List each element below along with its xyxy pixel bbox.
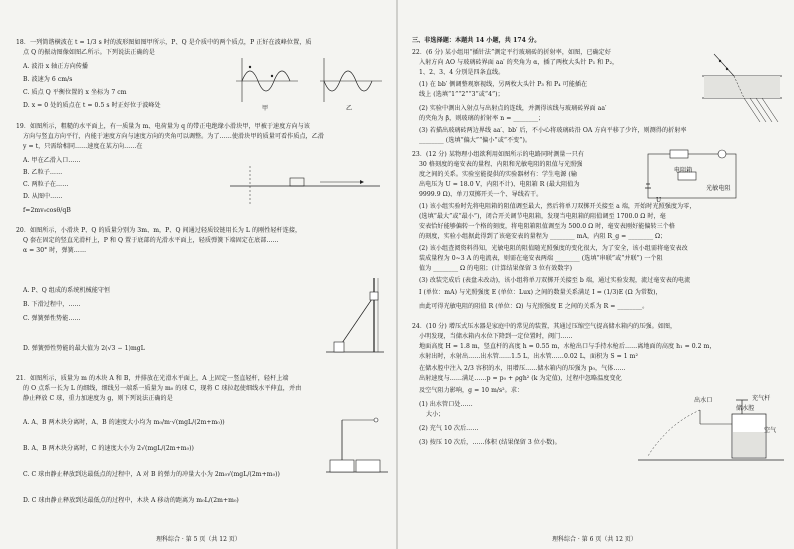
q19-option-c: C. 两粒子在…… bbox=[23, 181, 69, 188]
q23-circuit-resistor-label: 电阻箱 bbox=[674, 167, 693, 174]
section-heading: 三、非选择题：本题共 14 小题，共 174 分。 bbox=[412, 37, 541, 44]
q20-line2: Q 套在固定的竖直光滑杆上，P 和 Q 置于底部的光滑水平面上，轻质弹簧下端固定在底部…… bbox=[23, 237, 279, 244]
q19-option-b: B. 乙粒子…… bbox=[23, 169, 63, 176]
q20-option-a: A. P、Q 组成的系统机械能守恒 bbox=[23, 287, 111, 294]
q23-line15: 由此可得光敏电阻的阻值 R (单位：Ω) 与光照强度 E 之间的关系为 R = ________。 bbox=[419, 303, 649, 310]
q18-option-b: B. 波速为 6 cm/s bbox=[23, 76, 73, 83]
page-left bbox=[6, 0, 394, 549]
q23-line2: 30 格刻度的毫安表的量程、内阻和光敏电阻的阻值与光照强 bbox=[419, 161, 583, 168]
q23-line14: I (单位：mA) 与光照强度 E (单位：Lux) 之间的数量关系满足 I = (1/3)E (Ω 为常数)， bbox=[419, 289, 662, 296]
q23-circuit-photoresistor-label: 光敏电阻 bbox=[706, 185, 731, 192]
q18-option-a: A. 波沿 x 轴正方向传播 bbox=[23, 63, 89, 70]
q18-figure-oscillation bbox=[316, 56, 386, 106]
q21-figure-blocks bbox=[324, 410, 390, 474]
q24-figure-tank-label: 储水腔 bbox=[736, 405, 755, 412]
q23-circuit-voltage-label: U bbox=[656, 197, 662, 204]
q18-line2: 点 Q 的振动图像如图乙所示。下列说法正确的是 bbox=[23, 49, 155, 56]
q21-line3: 静止释放 C 球，重力加速度为 g，则下列说法正确的是 bbox=[23, 395, 173, 402]
q24-figure-outlet-label: 出水口 bbox=[694, 397, 713, 404]
q23-line7: (选填“最大”或“最小”)，闭合开关调节电阻箱，发现当电阻箱的阻值调至 1700.0 Ω 时，毫 bbox=[419, 213, 666, 220]
q21-option-d: D. C 球由静止释放到达最低点的过程中，木块 A 移动的距离为 m₀L/(2m+m₀) bbox=[23, 497, 239, 504]
q19-line2: 方向与竖直方向平行，内能于速度方向与速度方向的夹角可以调整。为了……使滑块甲的质量可看作质点，乙滑 bbox=[23, 133, 325, 140]
q24-figure-rod-label: 充气杆 bbox=[752, 395, 771, 402]
q19-line1: 19．如图所示，粗糙的水平面上，有一质量为 m、电荷量为 q 的带正电绝缘小滑块甲，甲被于速度方向与该 bbox=[16, 123, 310, 130]
q23-line1: 23．(12 分) 某物理小组欲利用如图所示的电路同时测量一只有 bbox=[412, 151, 584, 158]
q18-line1: 18．一列简谐横波在 t = 1/3 s 时的波形图如图甲所示，P、Q 是介质中的两个质点，P 正好在波峰位置，质 bbox=[16, 39, 312, 46]
q21-line2: 的 O 点系一长为 L 的细线，细线另一端系一质量为 m₀ 的球 C，现将 C 球拉起使细线水平伸直，并由 bbox=[23, 385, 302, 392]
q24-line5: 在储水腔中注入 2/3 容积的水，用增压……储水箱内的压强为 p₀，气体…… bbox=[419, 365, 626, 372]
q22-line5: 线上 (选填“1”“2”“3”或“4”)； bbox=[419, 91, 504, 98]
q20-option-d: D. 弹簧弹性势能的最大值为 2(√3 − 1)mgL bbox=[23, 345, 145, 352]
q22-figure-glass-slab bbox=[700, 54, 784, 126]
q18-option-d: D. x = 0 处的质点在 t = 0.5 s 时正好位于波峰处 bbox=[23, 102, 161, 109]
q24-line3: 地面高度 H = 1.8 m，竖直杆的高度 h = 0.55 m，水枪出口与手持水枪后……离地面的高度 h₁ = 0.2 m， bbox=[419, 343, 716, 350]
q20-option-b: B. 下滑过程中，…… bbox=[23, 301, 81, 308]
q19-formula: f=2mv₀cosθ/qB bbox=[23, 207, 71, 214]
q23-line13: (3) 改装完成后 (表盘未改动)，该小组将单刀双掷开关接至 b 端，通过实验发现，流过毫安表的电流 bbox=[419, 277, 691, 284]
q22-line6: (2) 实验中测出入射点与出射点的连线，并测得该线与玻璃砖界面 aa′ bbox=[419, 105, 607, 112]
page-fold bbox=[396, 0, 398, 549]
q18-figure-wave-label: 甲 bbox=[262, 105, 269, 112]
q24-line7: 及空气阻力影响，g = 10 m/s²。求： bbox=[419, 387, 524, 394]
q18-figure-oscillation-label: 乙 bbox=[346, 105, 353, 112]
q23-line10: (2) 该小组查阅资料得知，光敏电阻的阻值随光照强度的变化很大，为了安全，该小组需将毫安表改 bbox=[419, 245, 688, 252]
q23-line5: 9999.9 Ω)、单刀双掷开关一个、导线若干。 bbox=[419, 191, 543, 198]
q22-line1: 22．(6 分) 某小组用“插针法”测定平行玻璃砖的折射率，如图，已确定好 bbox=[412, 49, 611, 56]
q18-figure-wave bbox=[232, 56, 302, 106]
q24-figure-air-label: 空气 bbox=[764, 427, 777, 434]
page-right bbox=[402, 0, 790, 549]
footer-right: 理科综合 · 第 6 页（共 12 页） bbox=[552, 536, 637, 543]
q24-line10: (2) 充气 10 次后…… bbox=[419, 425, 479, 432]
q24-line2: 小明发现，当储水箱内水位下降到一定位置时，阀门…… bbox=[419, 333, 573, 340]
q21-option-a: A. A、B 两木块分离时，A、B 的速度大小均为 m₀/m·√(mgL/(2m+m₀)) bbox=[23, 419, 225, 426]
q23-line9: 的刻度，实验小组据此得到了该毫安表的量程为 ________ mA，内阻 R_g = ________ Ω； bbox=[419, 233, 667, 240]
q19-option-d: D. 从图中…… bbox=[23, 193, 63, 200]
q24-line9: 大小； bbox=[426, 411, 445, 418]
q24-line11: (3) 按压 10 次后，……体积 (结果保留 3 位小数)。 bbox=[419, 439, 561, 446]
q22-line9: ________ (选填“偏大”“偏小”或“不变”)。 bbox=[419, 137, 532, 144]
q24-line4: 水射出时，水射出……出水管……1.5 L，出水管……0.02 L，面积为 S = 1 m² bbox=[419, 353, 638, 360]
q19-option-a: A. 甲在乙滑入口…… bbox=[23, 157, 81, 164]
q22-line2: 入射方向 AO 与玻璃砖界面 aa′ 的夹角为 α，插了两枚大头针 P₁ 和 P₂， bbox=[419, 59, 619, 66]
q21-option-b: B. A、B 两木块分离时，C 的速度大小为 2√(mgL/(2m+m₀)) bbox=[23, 445, 194, 452]
q22-line3: 1、2、3、4 分别是四条直线。 bbox=[419, 69, 505, 76]
q18-option-c: C. 质点 Q 平衡位置的 x 坐标为 7 cm bbox=[23, 89, 127, 96]
q23-line3: 度之间的关系。实验室能提供的实验器材有：学生电源 (输 bbox=[419, 171, 578, 178]
q20-figure-linkage bbox=[322, 276, 388, 356]
q21-option-c: C. C 球由静止释放到达最低点的过程中，A 对 B 的弹力的冲量大小为 2m₀√(mgL/(2m+m₀)) bbox=[23, 471, 280, 478]
q22-line7: 的夹角为 β，则玻璃的折射率 n = ________； bbox=[419, 115, 545, 122]
q21-line1: 21．如图所示，质量为 m 的木块 A 和 B，并排放在光滑水平面上，A 上固定一竖直轻杆，轻杆上端 bbox=[16, 375, 289, 382]
q20-line1: 20．如图所示，小滑块 P、Q 的质量分别为 3m、m，P、Q 间通过轻质铰链用长为 L 的刚性轻杆连接， bbox=[16, 227, 302, 234]
q19-line3: y = t，只需给相同……速度在某方向……在 bbox=[23, 143, 143, 150]
q22-line8: (3) 若描出玻璃砖两边界线 aa′、bb′ 后，不小心将玻璃砖沿 OA 方向平移了少许，则测得的折射率 bbox=[419, 127, 687, 134]
footer-left: 理科综合 · 第 5 页（共 12 页） bbox=[156, 536, 241, 543]
q20-option-c: C. 弹簧弹性势能…… bbox=[23, 315, 81, 322]
q23-line8: 安表恰好能够偏转一个格的刻度，将电阻箱阻值调至为 500.0 Ω 时，毫安表刚好能偏转三个格 bbox=[419, 223, 676, 230]
q19-figure-field bbox=[230, 156, 380, 216]
q23-line11: 装成量程为 0~3 A 的电流表，则需在毫安表两端 ________ (选填“串联”或“并联”) 一个阻 bbox=[419, 255, 663, 262]
q23-line6: (1) 该小组实验时先将电阻箱的阻值调至最大，然后将单刀双掷开关接至 a 端，开始时光照强度为零， bbox=[419, 203, 696, 210]
q23-line12: 值为 ________ Ω 的电阻；(计算结果保留 3 位有效数字) bbox=[419, 265, 573, 272]
q23-line4: 出电压为 U = 18.0 V，内阻不计)、电阻箱 R (最大阻值为 bbox=[419, 181, 580, 188]
q20-line3: α = 30° 时，弹簧…… bbox=[23, 247, 87, 254]
q24-line1: 24．(10 分) 增压式压水器是家庭中的常见的装置，其通过压缩空气提高储水箱内的压强。如图， bbox=[412, 323, 677, 330]
q22-line4: (1) 在 bb′ 侧调整观察视线，另两枚大头针 P₃ 和 P₄ 可能插在 bbox=[419, 81, 588, 88]
q24-line6: 出射速度与……满足……p = p₀ + ρgh² (k 为定值)，过程中忽略温度变化 bbox=[419, 375, 622, 382]
q24-line8: (1) 出水管口处…… bbox=[419, 401, 473, 408]
